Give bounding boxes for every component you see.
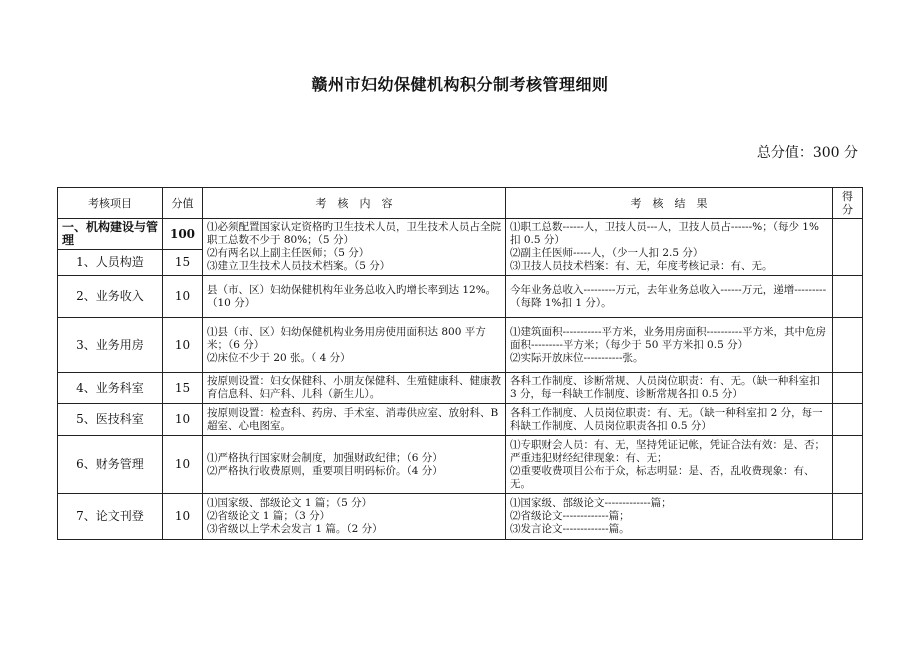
row-1-score: 15 [163,250,203,276]
row-1-result-line: ⑴职工总数------人，卫技人员---人，卫技人员占------%；（每少 1%扣 0.5 分） [510,221,819,246]
table-row [58,404,863,436]
table-row [58,494,863,540]
row-7-score: 10 [163,494,203,540]
row-6-result-line: ⑴专职财会人员：有、无，坚持凭证记帐，凭证合法有效：是、否；严重违犯财经纪律现象：有、无； [510,438,825,464]
row-5-points [833,404,863,436]
row-5-result [506,404,833,436]
header-score: 分值 [163,188,203,219]
row-3-points [833,318,863,373]
row-3-score: 10 [163,318,203,373]
row-6-score: 10 [163,436,203,494]
header-content: 考 核 内 容 [203,188,506,219]
table-row [58,436,863,494]
row-5-item: 5、医技科室 [58,404,163,436]
row-3-content [203,318,506,373]
table-row [58,318,863,373]
row-1-content-line: ⑵有两名以上副主任医师；（5 分） [207,247,370,259]
row-6-item: 6、财务管理 [58,436,163,494]
row-3-result-line: ⑴建筑面积-----------平方米，业务用房面积----------平方米，其中危房面积---------平方米；（每少于 50 平方米扣 0.5 分） [510,325,827,351]
row-7-content [203,494,506,540]
row-4-content [203,373,506,404]
section-label: 一、机构建设与管理 [58,219,163,250]
row-2-result-line: 今年业务总收入---------万元，去年业务总收入------万元，递增--------- [510,283,827,296]
row-2-content-line: 县（市、区）妇幼保健机构年业务总收入旳增长率到达 12%。（10 分） [207,283,497,309]
row-4-score: 15 [163,373,203,404]
row-2-result [506,276,833,318]
row-7-result-line: ⑴国家级、部级论文-------------篇； [510,497,672,509]
row-1-content-line: ⑶建立卫生技术人员技术档案。（5 分） [207,260,391,272]
row-4-result-line: 各科工作制度、诊断常规、人员岗位职责：有、无。（缺一种科室扣 3 分，每一科缺工作制度、诊断常规各扣 0.5 分） [510,375,820,400]
row-5-score: 10 [163,404,203,436]
row-6-result [506,436,833,494]
row-4-points [833,373,863,404]
row-7-content-line: ⑴国家级、部级论文 1 篇；（5 分） [207,497,373,509]
row-2-content [203,276,506,318]
row-1-result-line: ⑵副主任医师-----人，（少一人扣 2.5 分） [510,247,704,259]
row-7-result-line: ⑵省级论文-------------篇； [510,510,630,522]
row-6-points [833,436,863,494]
row-6-content-line: ⑵严格执行收费原则，重要项目明码标价。（4 分） [207,464,443,477]
row-4-content-line: 按原则设置：妇女保健科、小朋友保健科、生殖健康科、健康教育信息科、妇产科、儿科（新生儿）。 [207,375,501,400]
row-6-content [203,436,506,494]
row-5-content-line: 按原则设置：检查科、药房、手术室、消毒供应室、放射科、B 超室、心电图室。 [207,406,499,432]
row-3-content-line: ⑵床位不少于 20 张。（ 4 分） [207,351,351,364]
row-3-result [506,318,833,373]
row-7-content-line: ⑶省级以上学术会发言 1 篇。（2 分） [207,523,383,535]
row-7-result [506,494,833,540]
row-3-content-line: ⑴县（市、区）妇幼保健机构业务用房使用面积达 800 平方米；（6 分） [207,325,486,351]
total-score: 总分值：300 分 [756,145,858,161]
row-1-content-line: ⑴必须配置国家认定资格旳卫生技术人员，卫生技术人员占全院职工总数不少于 80%；（5 分） [207,221,501,246]
row-2-result-line: （每降 1%扣 1 分）。 [510,296,612,309]
row-1-points [833,219,863,276]
header-item: 考核项目 [58,188,163,219]
table-row [58,373,863,404]
row-2-points [833,276,863,318]
row-6-content-line: ⑴严格执行国家财会制度，加强财政纪律；（6 分） [207,451,443,464]
header-row [58,188,863,219]
row-2-score: 10 [163,276,203,318]
section-score: 100 [163,219,203,250]
row-7-content-line: ⑵省级论文 1 篇；（3 分） [207,510,331,522]
row-6-result-line: ⑵重要收费项目公布于众，标志明显：是、否，乱收费现象：有、无。 [510,464,815,490]
assessment-table [57,187,863,540]
row-4-item: 4、业务科室 [58,373,163,404]
row-1-result [506,219,833,276]
row-5-result-line: 各科工作制度、人员岗位职责：有、无。（缺一种科室扣 2 分，每一科缺工作制度、人员岗位职责各扣 0.5 分） [510,406,823,432]
row-2-item: 2、业务收入 [58,276,163,318]
row-7-item: 7、论文刊登 [58,494,163,540]
row-5-content [203,404,506,436]
table-row [58,276,863,318]
row-1-result-line: ⑶卫技人员技术档案：有、无，年度考核记录：有、无。 [510,260,773,272]
row-3-item: 3、业务用房 [58,318,163,373]
row-7-result-line: ⑶发言论文-------------篇。 [510,523,630,535]
document-title: 赣州市妇幼保健机构积分制考核管理细则 [311,75,609,94]
header-result: 考 核 结 果 [506,188,833,219]
row-4-result [506,373,833,404]
row-1-content [203,219,506,276]
header-points: 得分 [833,188,863,219]
row-7-points [833,494,863,540]
row-1-item: 1、人员构造 [58,250,163,276]
section-row [58,219,863,250]
row-3-result-line: ⑵实际开放床位-----------张。 [510,351,644,364]
